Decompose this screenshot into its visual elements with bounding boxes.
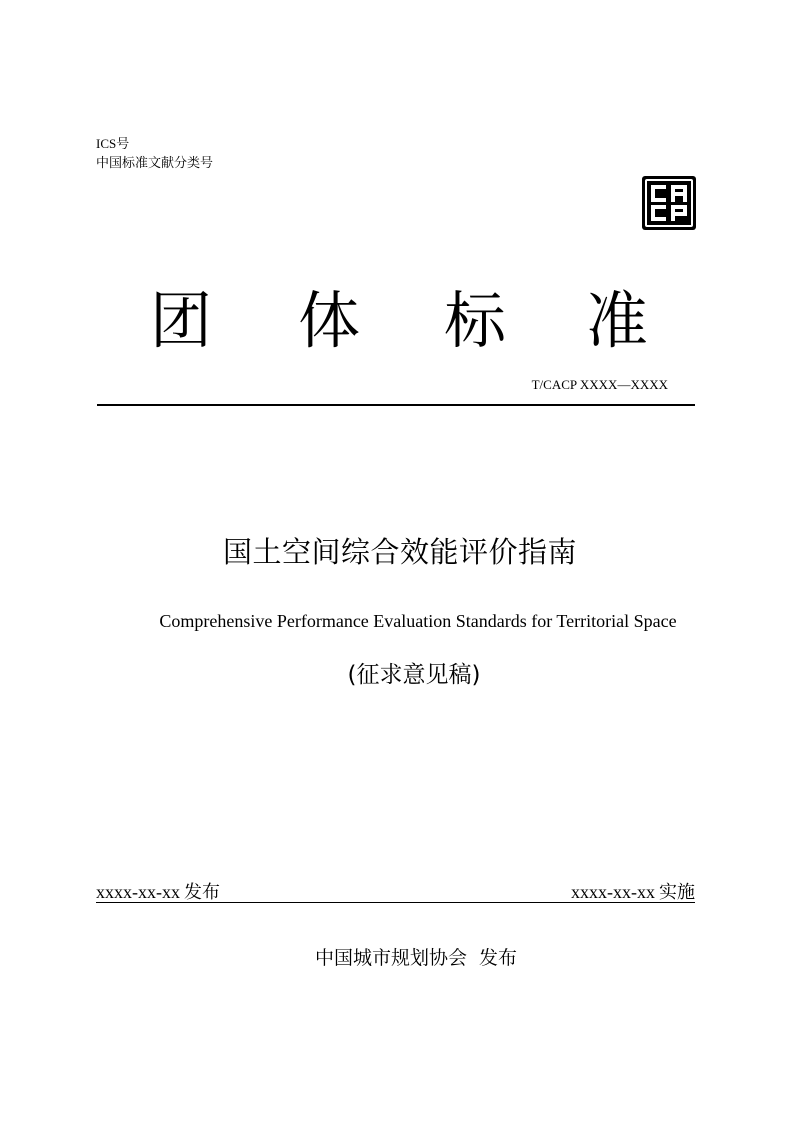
document-title-en: Comprehensive Performance Evaluation Standards for Territorial Space: [159, 611, 677, 631]
heading-char-1: 团: [150, 284, 213, 357]
publisher-line: [16, 943, 800, 970]
implement-date: xxxx-xx-xx: [571, 882, 655, 902]
publish-date: xxxx-xx-xx: [96, 882, 180, 902]
publisher-action: 发布: [479, 947, 518, 969]
cacp-logo-icon: [642, 176, 696, 230]
heading-char-4: 准: [586, 284, 649, 357]
implement-label: 实施: [659, 882, 695, 903]
document-title-zh: 国土空间综合效能评价指南: [222, 535, 577, 569]
ics-label: ICS号: [96, 136, 130, 151]
publish-label: 发布: [184, 882, 220, 903]
heading-char-2: 体: [298, 284, 361, 357]
document-meta: [96, 134, 213, 172]
standard-number: T/CACP XXXX—XXXX: [531, 377, 668, 392]
header-divider: [97, 404, 695, 406]
implement-date-block: [571, 878, 695, 904]
publish-date-block: [96, 878, 220, 904]
dates-row: [96, 878, 695, 903]
group-standard-heading: [150, 285, 660, 357]
publisher-name: 中国城市规划协会: [314, 947, 467, 969]
heading-char-3: 标: [444, 284, 507, 357]
draft-status: (征求意见稿): [347, 662, 481, 688]
ccs-label: 中国标准文献分类号: [96, 155, 214, 170]
